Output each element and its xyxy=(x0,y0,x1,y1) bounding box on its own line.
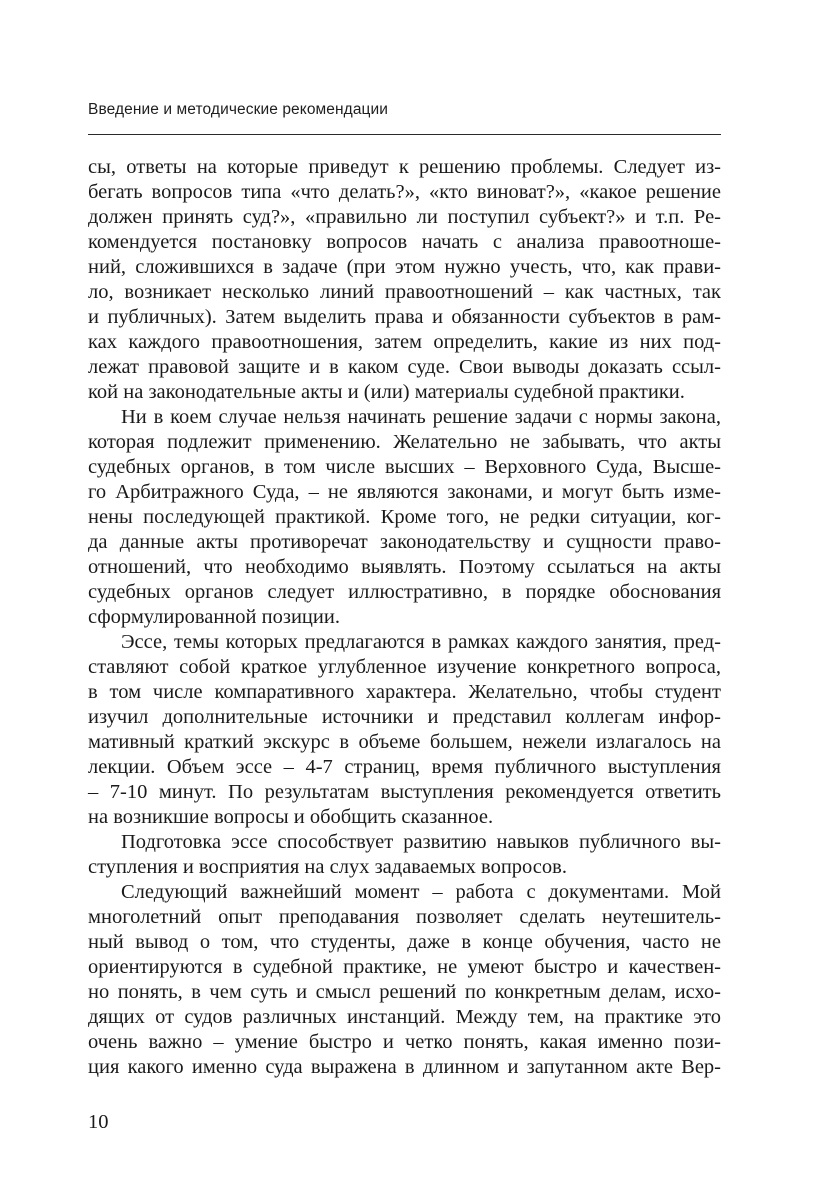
text-line: изучил дополнительные источники и представил коллегам инфор- xyxy=(88,706,721,728)
text-line: сформулированной позиции. xyxy=(88,606,340,628)
text-line: но понять, в чем суть и смысл решений по конкретным делам, исхо- xyxy=(88,981,721,1003)
text-line: судебных органов, в том числе высших – Верховного Суда, Высше- xyxy=(88,456,721,478)
text-line: дящих от судов различных инстанций. Между тем, на практике это xyxy=(88,1006,721,1028)
text-line: мативный краткий экскурс в объеме большем, нежели излагалось на xyxy=(88,731,721,753)
text-line: на возникшие вопросы и обобщить сказанное. xyxy=(88,806,494,828)
text-line: многолетний опыт преподавания позволяет сделать неутешитель- xyxy=(88,906,721,928)
text-line: ориентируются в судебной практике, не умеют быстро и качествен- xyxy=(88,956,721,978)
text-line: лекции. Объем эссе – 4-7 страниц, время публичного выступления xyxy=(88,756,721,778)
text-line: комендуется постановку вопросов начать с анализа правоотноше- xyxy=(88,231,721,253)
text-line: нены последующей практикой. Кроме того, не редки ситуации, ког- xyxy=(88,506,721,528)
text-line: Подготовка эссе способствует развитию навыков публичного вы- xyxy=(121,831,721,853)
text-line: Следующий важнейший момент – работа с документами. Мой xyxy=(121,881,721,903)
text-line: ный вывод о том, что студенты, даже в конце обучения, часто не xyxy=(88,931,721,953)
text-line: ло, возникает несколько линий правоотношений – как частных, так xyxy=(88,281,721,303)
body-text xyxy=(88,155,721,1080)
text-line: Ни в коем случае нельзя начинать решение задачи с нормы закона, xyxy=(121,406,721,428)
text-line: – 7-10 минут. По результатам выступления рекомендуется ответить xyxy=(88,781,721,803)
text-line: ках каждого правоотношения, затем определить, какие из них под- xyxy=(88,331,721,353)
text-line: судебных органов следует иллюстративно, в порядке обоснования xyxy=(88,581,721,603)
header-rule xyxy=(88,134,721,135)
text-line: отношений, что необходимо выявлять. Поэтому ссылаться на акты xyxy=(88,556,721,578)
text-line: го Арбитражного Суда, – не являются законами, и могут быть изме- xyxy=(88,481,721,503)
text-line: Эссе, темы которых предлагаются в рамках каждого занятия, пред- xyxy=(121,631,721,653)
text-line: в том числе компаративного характера. Желательно, чтобы студент xyxy=(88,681,721,703)
text-line: кой на законодательные акты и (или) материалы судебной практики. xyxy=(88,381,685,403)
text-line: должен принять суд?», «правильно ли поступил субъект?» и т.п. Ре- xyxy=(88,206,721,228)
text-line: да данные акты противоречат законодательству и сущности право- xyxy=(88,531,721,553)
text-line: ставляют собой краткое углубленное изучение конкретного вопроса, xyxy=(88,656,721,678)
text-line: очень важно – умение быстро и четко понять, какая именно пози- xyxy=(88,1031,721,1053)
page-number: 10 xyxy=(88,1111,109,1133)
text-line: ступления и восприятия на слух задаваемых вопросов. xyxy=(88,856,567,878)
text-line: лежат правовой защите и в каком суде. Свои выводы доказать ссыл- xyxy=(88,356,721,378)
text-line: которая подлежит применению. Желательно не забывать, что акты xyxy=(88,431,721,453)
text-line: бегать вопросов типа «что делать?», «кто виноват?», «какое решение xyxy=(88,181,721,203)
text-line: и публичных). Затем выделить права и обязанности субъектов в рам- xyxy=(88,306,721,328)
running-head: Введение и методические рекомендации xyxy=(88,101,389,118)
text-line: сы, ответы на которые приведут к решению проблемы. Следует из- xyxy=(88,156,721,178)
text-line: ция какого именно суда выражена в длинном и запутанном акте Вер- xyxy=(88,1056,721,1078)
text-line: ний, сложившихся в задаче (при этом нужно учесть, что, как прави- xyxy=(88,256,721,278)
